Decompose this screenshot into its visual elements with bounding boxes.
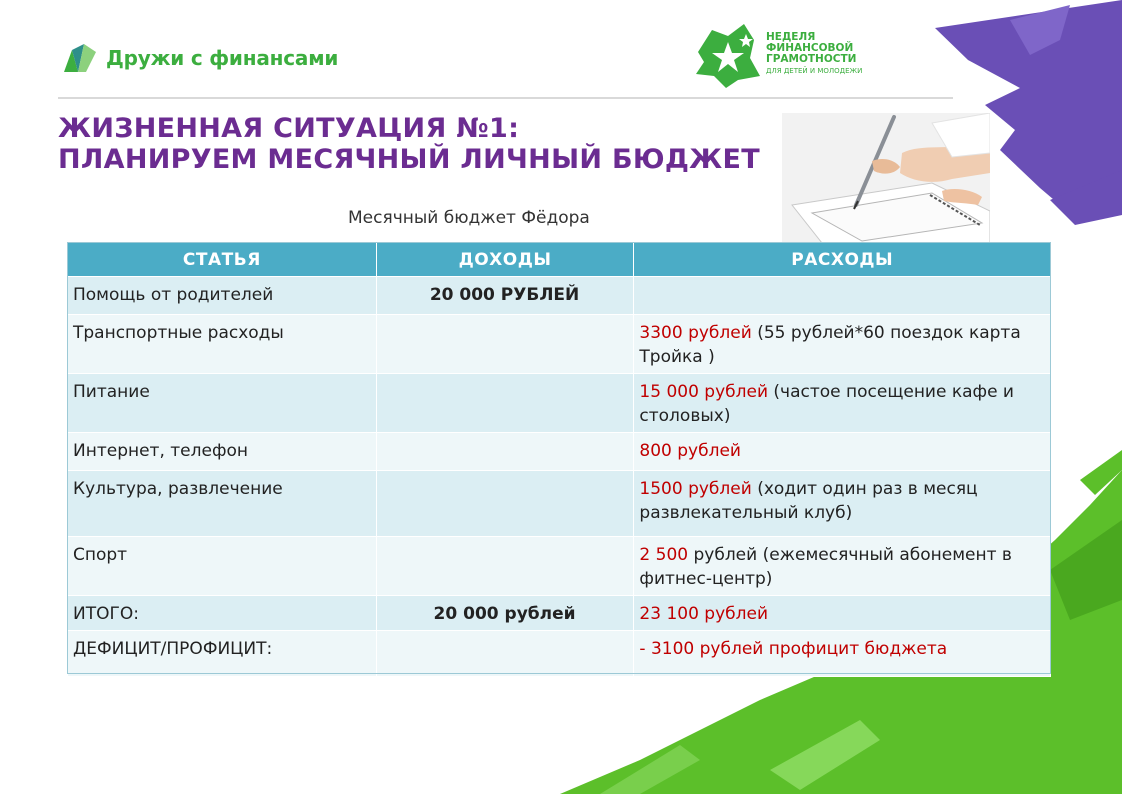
header-income: ДОХОДЫ xyxy=(376,243,634,277)
row-income xyxy=(376,433,634,471)
table-row xyxy=(68,537,1051,596)
balance-expense xyxy=(634,631,1051,677)
row-income: 20 000 РУБЛЕЙ xyxy=(376,277,634,315)
row-item: Помощь от родителей xyxy=(68,277,377,315)
table-row xyxy=(68,315,1051,374)
row-expense xyxy=(634,471,1051,537)
logo-druzhi-s-finansami xyxy=(62,42,338,74)
row-expense xyxy=(634,277,1051,315)
balance-income xyxy=(376,631,634,677)
total-expense-amount: 23 100 рублей xyxy=(639,604,769,624)
logo-text-block xyxy=(766,32,862,77)
expense-amount: 800 рублей xyxy=(639,441,741,461)
row-expense xyxy=(634,433,1051,471)
row-expense xyxy=(634,374,1051,433)
total-income xyxy=(376,596,634,631)
header-expense: РАСХОДЫ xyxy=(634,243,1051,277)
total-expense xyxy=(634,596,1051,631)
row-item: Спорт xyxy=(68,537,377,596)
page-title-line-2: ПЛАНИРУЕМ МЕСЯЧНЫЙ ЛИЧНЫЙ БЮДЖЕТ xyxy=(58,144,760,175)
header-item: СТАТЬЯ xyxy=(68,243,377,277)
balance-label: ДЕФИЦИТ/ПРОФИЦИТ: xyxy=(68,631,377,677)
budget-table xyxy=(67,242,1051,677)
row-income xyxy=(376,471,634,537)
table-row-balance xyxy=(68,631,1051,677)
expense-amount: 15 000 рублей xyxy=(639,382,769,402)
expense-amount: 3300 рублей xyxy=(639,323,752,343)
table-row xyxy=(68,277,1051,315)
header-divider xyxy=(58,97,953,99)
row-expense xyxy=(634,315,1051,374)
star-burst-icon xyxy=(692,22,764,88)
logo-line-2: ФИНАНСОВОЙ xyxy=(766,42,854,54)
balance-amount: - 3100 рублей профицит бюджета xyxy=(639,639,948,659)
logo-line-3: ГРАМОТНОСТИ xyxy=(766,53,857,65)
row-item: Культура, развлечение xyxy=(68,471,377,537)
row-income xyxy=(376,374,634,433)
table-caption: Месячный бюджет Фёдора xyxy=(348,208,590,228)
expense-amount: 2 500 xyxy=(639,545,689,565)
table-row xyxy=(68,433,1051,471)
expense-note: (ходит один раз в месяц развлекательный клуб) xyxy=(639,479,978,523)
logo-nedelya-finansovoy-gramotnosti xyxy=(692,22,882,92)
row-item: Транспортные расходы xyxy=(68,315,377,374)
logo-line-4: ДЛЯ ДЕТЕЙ И МОЛОДЕЖИ xyxy=(766,67,863,75)
row-income xyxy=(376,537,634,596)
row-income xyxy=(376,315,634,374)
logo-line-1: НЕДЕЛЯ xyxy=(766,31,816,43)
page-title-line-1: ЖИЗНЕННАЯ СИТУАЦИЯ №1: xyxy=(58,113,520,144)
row-item: Интернет, телефон xyxy=(68,433,377,471)
expense-note: рублей (ежемесячный абонемент в фитнес-центр) xyxy=(639,545,1012,589)
table-row-total xyxy=(68,596,1051,631)
expense-note: (55 рублей*60 поездок карта Тройка ) xyxy=(639,323,1021,367)
row-item: Питание xyxy=(68,374,377,433)
table-row xyxy=(68,374,1051,433)
total-income-number: 20 000 xyxy=(433,604,499,624)
total-label: ИТОГО: xyxy=(68,596,377,631)
expense-note: (частое посещение кафе и столовых) xyxy=(639,382,1014,426)
logo-mark-icon xyxy=(62,42,98,74)
hand-writing-illustration xyxy=(782,113,990,243)
table-row xyxy=(68,471,1051,537)
page-title xyxy=(58,113,760,175)
hand-writing-photo xyxy=(782,113,990,243)
table-header-row xyxy=(68,243,1051,277)
logo-brand-text: Дружи с финансами xyxy=(106,46,339,70)
expense-amount: 1500 рублей xyxy=(639,479,752,499)
row-expense xyxy=(634,537,1051,596)
total-income-unit: рублей xyxy=(498,604,576,624)
